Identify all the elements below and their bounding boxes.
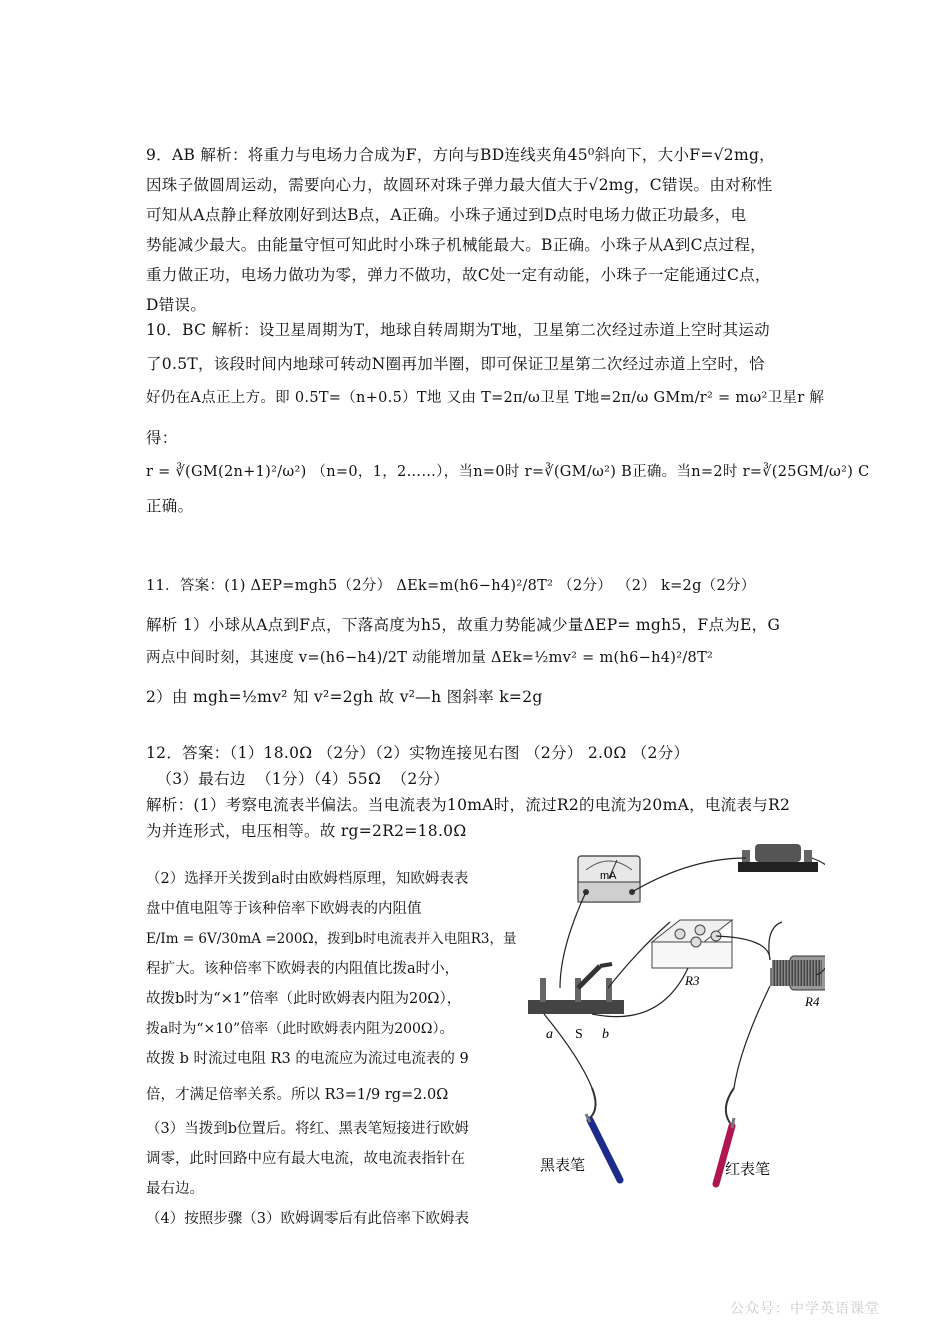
q10-line: r = ∛(GM(2n+1)²/ω²) （n=0，1，2……），当n=0时 r=∛(GM/ω²) B正确。当n=2时 r=∛(25GM/ω²) C	[146, 464, 870, 480]
q12-left-line: 程扩大。该种倍率下欧姆表的内阻值比拨a时小，	[146, 961, 460, 977]
q12-line: 12．答案：（1）18.0Ω （2分）（2）实物连接见右图 （2分） 2.0Ω （2分）	[146, 744, 690, 762]
switch-label-s: S	[575, 1027, 583, 1042]
q10-line: 正确。	[146, 497, 194, 515]
q10-line: 好仍在A点正上方。即 0.5T=（n+0.5）T地 又由 T=2π/ω卫星 T地=2π/ω GMm/r² = mω²卫星r 解	[146, 390, 825, 406]
q12-left-line: E/Im = 6V/30mA =200Ω，拨到b时电流表并入电阻R3，量	[146, 931, 517, 947]
milliammeter	[578, 856, 640, 902]
black-probe-label: 黑表笔	[540, 1156, 586, 1174]
resistance-box-r3	[652, 920, 732, 988]
q12-left-line: 故拨 b 时流过电阻 R3 的电流应为流过电流表的 9	[146, 1051, 469, 1067]
q12-left-line: 故拨b时为“×1”倍率（此时欧姆表内阻为20Ω），	[146, 991, 462, 1007]
q12-left-line: 倍，才满足倍率关系。所以 R3=1/9 rg=2.0Ω	[146, 1087, 449, 1103]
slide-rheostat	[738, 844, 818, 872]
circuit-diagram	[520, 838, 825, 1193]
rheostat-r4	[770, 956, 825, 1009]
q9-line: 势能减少最大。由能量守恒可知此时小珠子机械能最大。B正确。小珠子从A到C点过程，	[146, 236, 766, 254]
q11-line: 11．答案：(1) ΔEP=mgh5（2分） ΔEk=m(h6−h4)²/8T² （2分） （2） k=2g（2分）	[146, 578, 756, 594]
q10-line: 10．BC 解析：设卫星周期为T，地球自转周期为T地，卫星第二次经过赤道上空时其运动	[146, 321, 770, 339]
switch-label-a: a	[546, 1027, 553, 1042]
black-probe	[540, 1088, 620, 1180]
red-probe	[716, 1088, 770, 1184]
q12-line: 解析：(1）考察电流表半偏法。当电流表为10mA时，流过R2的电流为20mA，电流表与R2	[146, 796, 791, 814]
q12-left-line: 调零，此时回路中应有最大电流，故电流表指针在	[146, 1151, 465, 1167]
question-12-left-column	[146, 864, 518, 1234]
q9-line: D错误。	[146, 296, 207, 314]
q10-line: 得：	[146, 429, 178, 447]
question-11	[146, 570, 810, 714]
q9-line: 重力做正功，电场力做功为零，弹力不做功，故C处一定有动能，小珠子一定能通过C点，	[146, 266, 771, 284]
q11-line: 2）由 mgh=½mv² 知 v²=2gh 故 v²—h 图斜率 k=2g	[146, 688, 543, 706]
meter-label: mA	[600, 870, 617, 882]
question-9	[146, 140, 810, 320]
q12-left-line: （3）当拨到b位置后。将红、黑表笔短接进行欧姆	[146, 1121, 470, 1137]
q11-line: 两点中间时刻，其速度 v=(h6−h4)/2T 动能增加量 ΔEk=½mv² = m(h6−h4)²/8T²	[146, 650, 714, 666]
q10-line: 了0.5T，该段时间内地球可转动N圈再加半圈，即可保证卫星第二次经过赤道上空时，恰	[146, 355, 765, 373]
q11-line: 解析 1）小球从A点到F点，下落高度为h5，故重力势能减少量ΔEP= mgh5，F点为E，G	[146, 616, 781, 634]
q12-left-line: （4）按照步骤（3）欧姆调零后有此倍率下欧姆表	[146, 1211, 469, 1227]
q12-line: （3）最右边 （1分）（4）55Ω （2分）	[146, 770, 450, 788]
question-10	[146, 313, 870, 523]
q9-line: 可知从A点静止释放刚好到达B点，A正确。小珠子通过到D点时电场力做正功最多，电	[146, 206, 747, 224]
r3-label: R3	[685, 973, 700, 988]
q9-line: 因珠子做圆周运动，需要向心力，故圆环对珠子弹力最大值大于√2mg，C错误。由对称性	[146, 176, 773, 194]
question-12	[146, 740, 810, 844]
q12-left-line: 最右边。	[146, 1181, 204, 1197]
selector-switch	[528, 964, 624, 1042]
q12-line: 为并连形式，电压相等。故 rg=2R2=18.0Ω	[146, 822, 467, 840]
red-probe-label: 红表笔	[725, 1160, 771, 1178]
watermark: 公众号：中学英语课堂	[730, 1301, 880, 1317]
q9-line: 9．AB 解析：将重力与电场力合成为F，方向与BD连线夹角45⁰斜向下，大小F=√2mg，	[146, 146, 775, 164]
switch-label-b: b	[602, 1027, 609, 1042]
q12-left-line: 盘中值电阻等于该种倍率下欧姆表的内阻值	[146, 901, 422, 917]
q12-left-line: 拨a时为“×10”倍率（此时欧姆表内阻为200Ω）。	[146, 1021, 454, 1037]
r4-label: R4	[805, 994, 820, 1009]
q12-left-line: （2）选择开关拨到a时由欧姆档原理，知欧姆表表	[146, 871, 469, 887]
